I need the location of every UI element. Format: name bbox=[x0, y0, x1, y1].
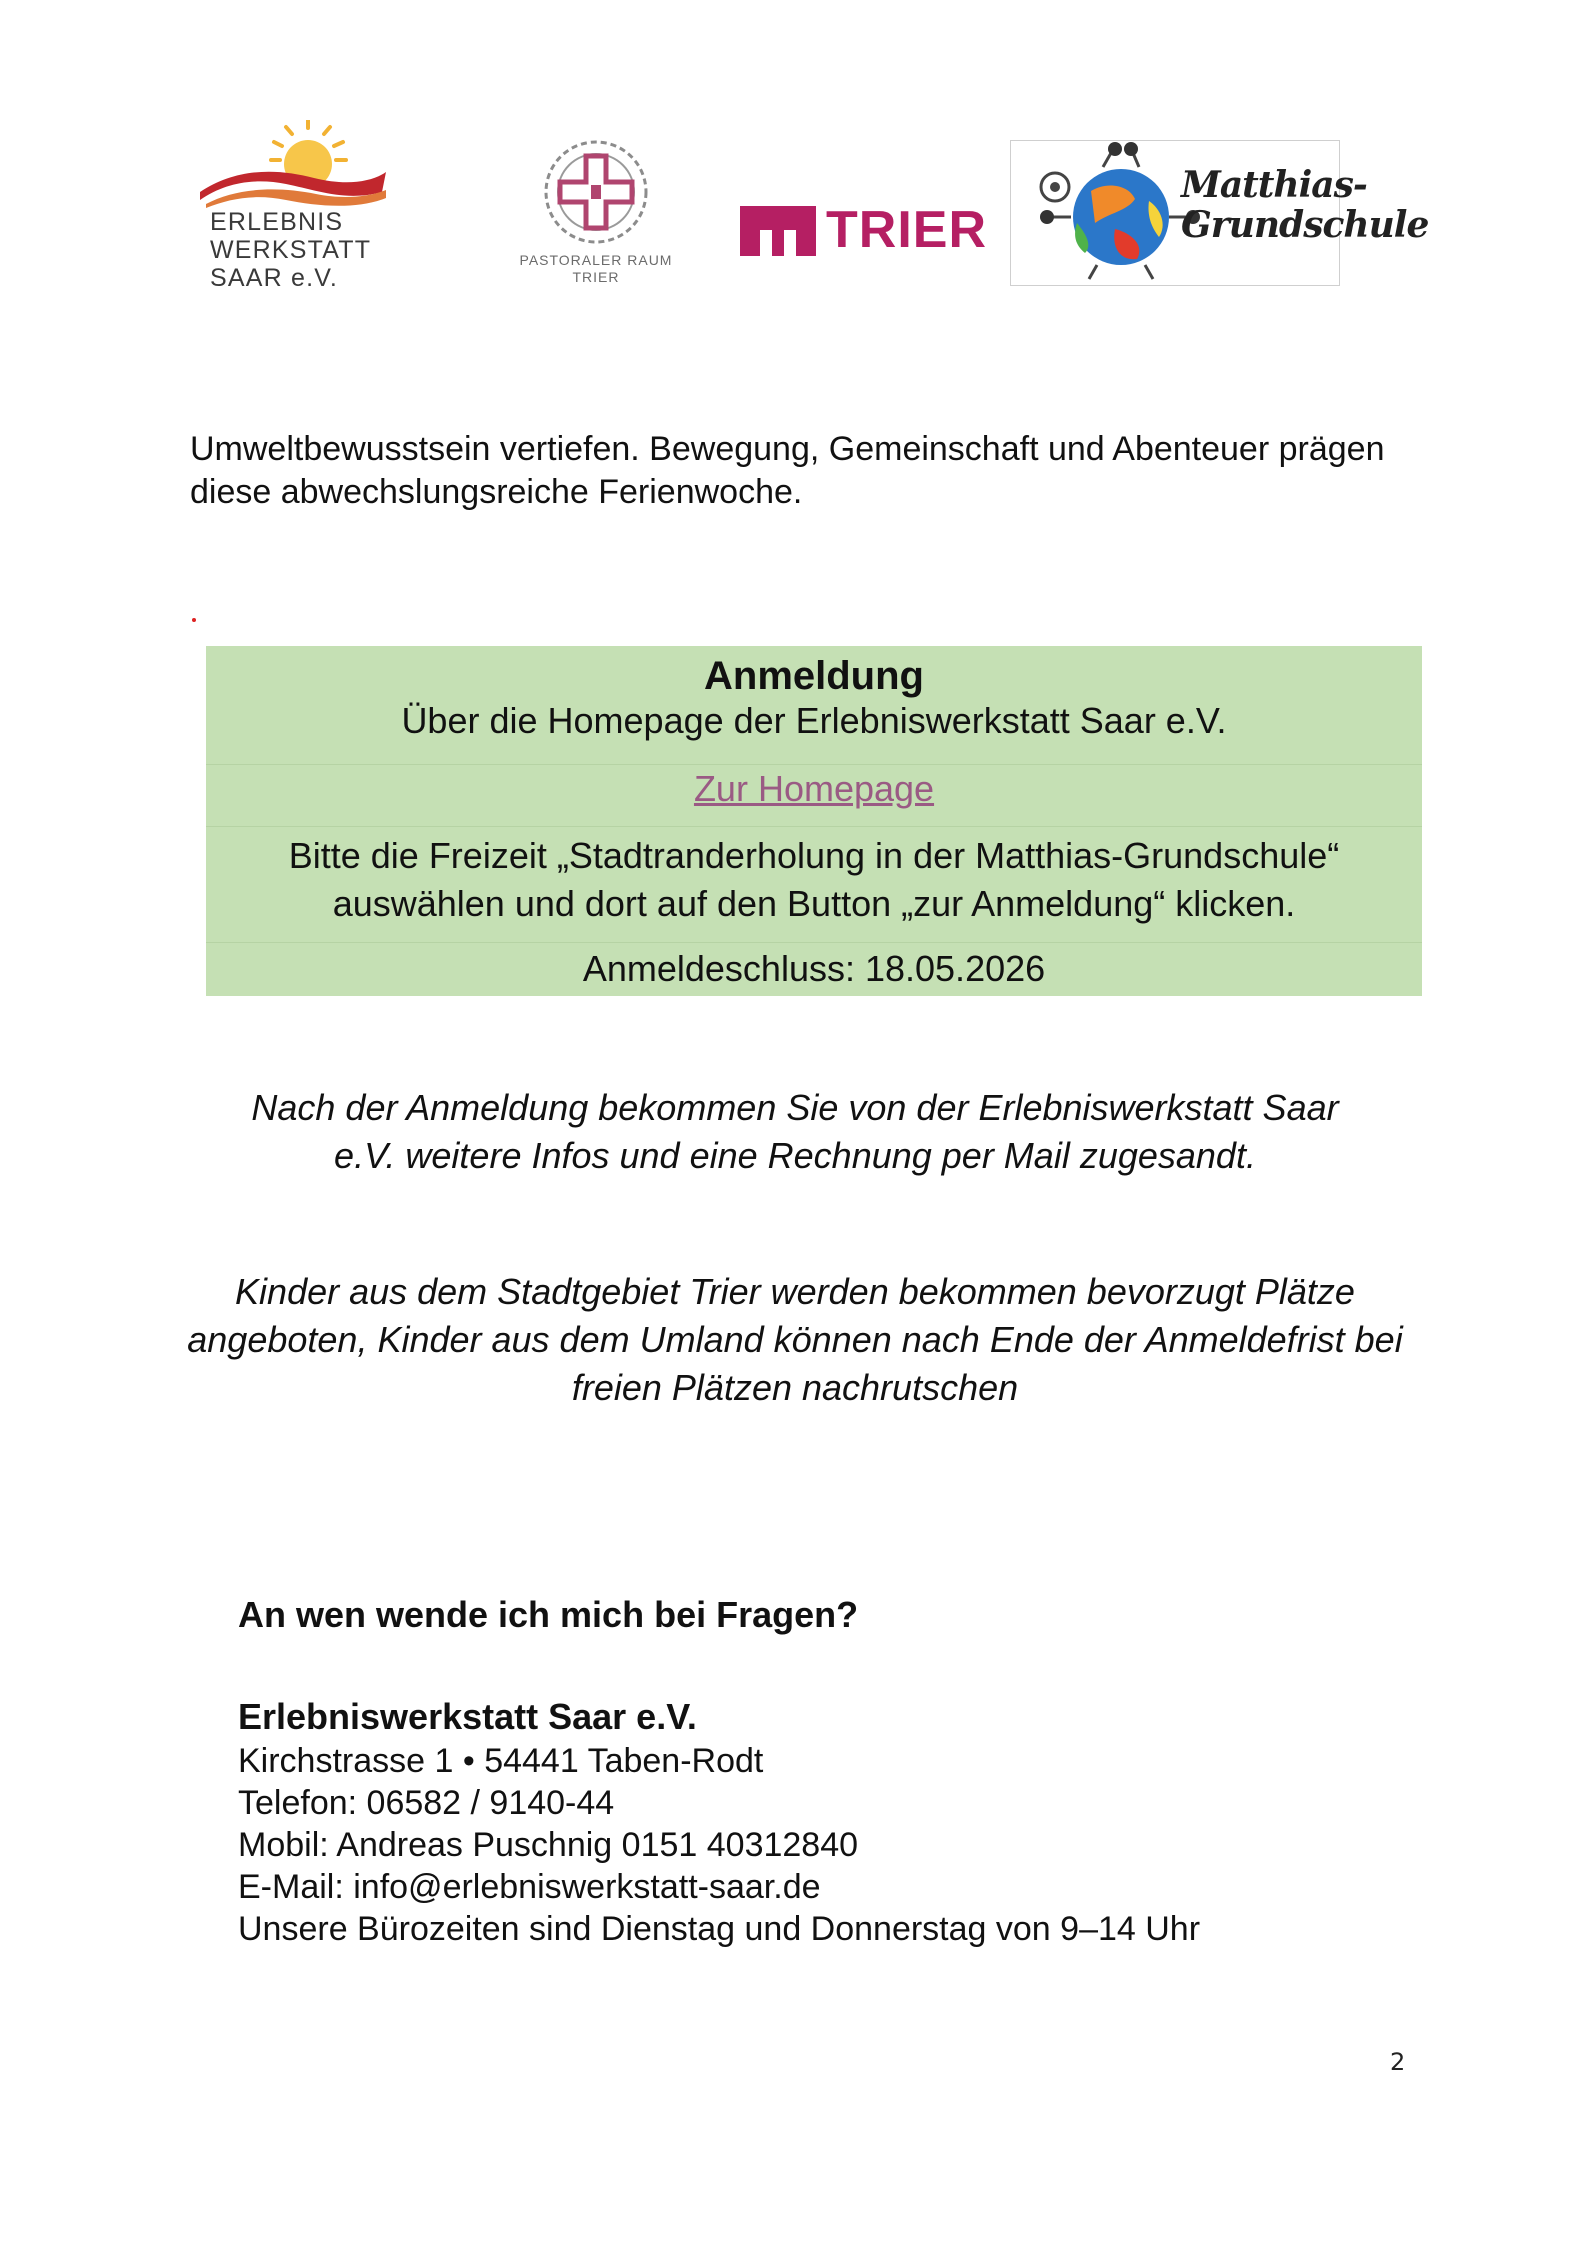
logo-erlebniswerkstatt-text: ERLEBNIS WERKSTATT SAAR e.V. bbox=[210, 208, 372, 292]
faq-heading: An wen wende ich mich bei Fragen? bbox=[238, 1594, 859, 1635]
divider bbox=[206, 942, 1422, 943]
logo-matthias-grundschule-text: Matthias- Grundschule bbox=[1181, 164, 1429, 246]
logo-trier-text: TRIER bbox=[826, 201, 987, 259]
logo-matthias-grundschule bbox=[1010, 140, 1429, 286]
registration-title: Anmeldung bbox=[704, 654, 924, 698]
page-number: 2 bbox=[1390, 2048, 1406, 2076]
registration-deadline: Anmeldeschluss: 18.05.2026 bbox=[582, 948, 1046, 989]
intro-paragraph: Umweltbewusstsein vertiefen. Bewegung, Gemeinschaft und Abenteuer prägen diese abwechslungsreiche Ferienwoche. bbox=[190, 430, 1385, 511]
registration-subtitle: Über die Homepage der Erlebniswerkstatt Saar e.V. bbox=[401, 700, 1227, 741]
contact-phone: Telefon: 06582 / 9140-44 bbox=[238, 1784, 615, 1822]
contact-mobile: Mobil: Andreas Puschnig 0151 40312840 bbox=[238, 1826, 859, 1864]
logo-erlebniswerkstatt bbox=[196, 120, 396, 300]
porta-nigra-icon bbox=[738, 202, 818, 262]
contact-hours: Unsere Bürozeiten sind Dienstag und Donnerstag von 9–14 Uhr bbox=[238, 1910, 1201, 1948]
logo-pastoraler-raum-text: PASTORALER RAUM TRIER bbox=[519, 252, 673, 285]
divider bbox=[206, 826, 1422, 827]
homepage-link-row bbox=[206, 766, 1422, 812]
note-after-registration: Nach der Anmeldung bekommen Sie von der Erlebniswerkstatt Saar e.V. weitere Infos und eine Rechnung per Mail zugesandt. bbox=[251, 1087, 1339, 1176]
logo-trier bbox=[738, 196, 998, 266]
note-priority-places: Kinder aus dem Stadtgebiet Trier werden bekommen bevorzugt Plätze angeboten, Kinder aus dem Umland können nach Ende der Anmeldefrist bei freien Plätzen nachrutschen bbox=[187, 1271, 1403, 1408]
registration-instruction: Bitte die Freizeit „Stadtranderholung in der Matthias-Grundschule“ auswählen und dort auf den Button „zur Anmeldung“ klicken. bbox=[288, 835, 1340, 924]
divider bbox=[206, 764, 1422, 765]
logo-pastoraler-raum bbox=[496, 138, 696, 288]
cross-emblem-icon bbox=[496, 138, 696, 248]
homepage-link[interactable]: Zur Homepage bbox=[693, 768, 935, 809]
registration-box bbox=[206, 646, 1422, 996]
contact-email: E-Mail: info@erlebniswerkstatt-saar.de bbox=[238, 1868, 821, 1906]
red-marker bbox=[192, 618, 196, 622]
contact-address: Kirchstrasse 1 • 54441 Taben-Rodt bbox=[238, 1742, 764, 1780]
contact-block bbox=[238, 1694, 1200, 1950]
contact-org: Erlebniswerkstatt Saar e.V. bbox=[238, 1696, 697, 1737]
sun-wave-icon bbox=[196, 120, 396, 210]
